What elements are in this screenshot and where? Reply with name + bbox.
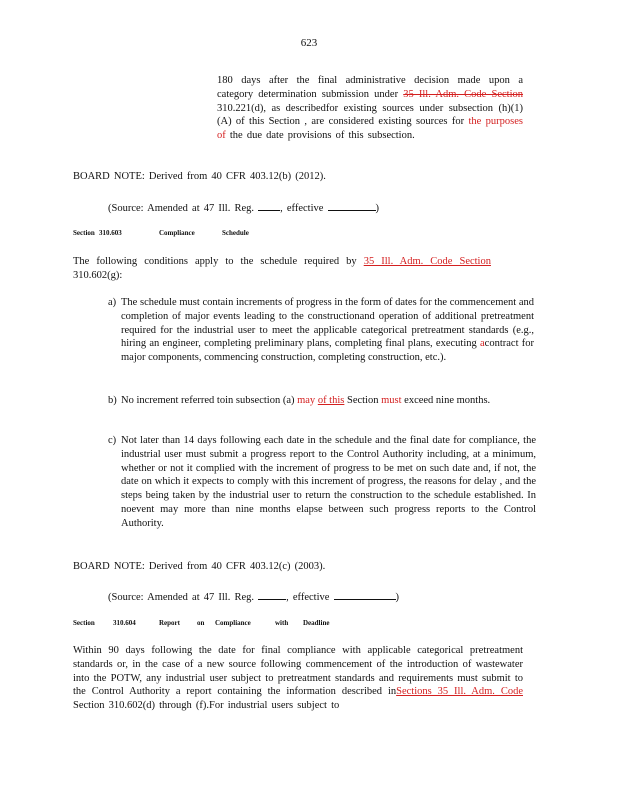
page-number: 623 (300, 37, 318, 49)
section-label: Section (73, 229, 95, 237)
section-title-word-1: Compliance (159, 229, 195, 237)
board-note-2: BOARD NOTE: Derived from 40 CFR 403.12(c) (2003). (73, 561, 326, 572)
section-title-word-2: Schedule (222, 229, 249, 237)
inserted-text: the purposes of (217, 116, 523, 142)
item-a-text-2: contract for major components, commencing construction, completing construction, etc.). (121, 338, 534, 364)
board-note-1: BOARD NOTE: Derived from 40 CFR 403.12(b) (2012). (73, 171, 326, 182)
para-604-text-2: Section 310.602(d) through (f).For industrial users subject to (73, 700, 340, 712)
inserted-may: may (297, 395, 316, 406)
register-page-blank (258, 588, 286, 600)
continued-text-1: 180 days after the final administrative decision made upon a category determination submission under (217, 75, 523, 100)
section-310-604-heading (73, 619, 330, 627)
source-note-2 (108, 588, 528, 605)
source-2-mid: , effective (286, 592, 334, 603)
effective-date-blank (334, 588, 396, 600)
section-number: 310.603 (99, 229, 122, 237)
list-item-c (108, 434, 538, 549)
inserted-of-this: of this (317, 395, 345, 406)
section-title-word-4: with (275, 619, 289, 627)
continued-text-2: 310.221(d), as describedfor existing sources under subsection (h)(1)(A) of this Section , are considered existing sources for (217, 102, 523, 128)
intro-text-1: The following conditions apply to the schedule required by (73, 256, 364, 267)
section-label: Section (73, 619, 95, 627)
source-note-1 (108, 199, 528, 216)
deleted-citation: 35 Ill. Adm. Code Section (403, 88, 523, 100)
inserted-citation: Sections 35 Ill. Adm. Code (396, 686, 523, 698)
item-a-text (121, 296, 534, 365)
item-marker: c) (108, 435, 117, 446)
item-b-text (121, 394, 505, 408)
source-1-prefix: (Source: Amended at 47 Ill. Reg. (108, 203, 259, 214)
inserted-article: a (480, 338, 485, 350)
section-603-intro (73, 255, 491, 283)
para-604-text-1: Within 90 days following the date for final compliance with applicable categorical pretreatment standards or, in the case of a new source following commencement of the introduction of wastewater into the POTW, any industrial user subject to pretreatment standards and requirements must submit to the Control Authority a report containing the information described in (73, 645, 523, 698)
item-b-text-2: Section (344, 395, 382, 406)
continued-paragraph (217, 74, 523, 143)
item-marker: b) (108, 395, 117, 406)
item-marker: a) (108, 297, 117, 308)
inserted-citation: 35 Ill. Adm. Code Section (363, 256, 491, 267)
section-310-603-heading (73, 229, 249, 237)
effective-date-blank (328, 199, 376, 211)
list-item-b (108, 394, 508, 424)
intro-text-2: 310.602(g): (73, 269, 123, 281)
source-2-end: ) (395, 592, 400, 603)
item-c-text: Not later than 14 days following each date in the schedule and the final date for compliance, the industrial user must submit a progress report to the Control Authority including, at a minimum, whether or not it complied with the increment of progress to be met on such date and, if not, the date on which it expects to comply with this increment of progress, the reasons for delay , and the steps being taken by the industrial user to return the construction to the schedule established. In noevent may more than nine months elapse between such progress reports to the Control Authority. (121, 435, 536, 529)
continued-text-3: the due date provisions of this subsection. (225, 130, 415, 142)
source-2-prefix: (Source: Amended at 47 Ill. Reg. (108, 592, 259, 603)
register-page-blank (258, 199, 280, 211)
section-title-word-3: Compliance (215, 619, 251, 627)
item-b-text-1: No increment referred toin subsection (a) (121, 395, 298, 406)
item-a-text-1: The schedule must contain increments of progress in the form of dates for the commencement and completion of major events leading to the constructionand operation of additional pretreatment required for the industrial user to meet the applicable categorical pretreatment standards (e.g., hiring an engineer, completing preliminary plans, completing final plans, executing (121, 297, 534, 350)
section-number: 310.604 (113, 619, 136, 627)
list-item-a (108, 296, 536, 381)
section-title-word-1: Report (159, 619, 180, 627)
section-604-paragraph (73, 644, 523, 713)
item-b-text-3: exceed nine months. (401, 395, 491, 406)
source-1-mid: , effective (280, 203, 328, 214)
section-title-word-5: Deadline (303, 619, 330, 627)
section-title-word-2: on (197, 619, 205, 627)
source-1-end: ) (375, 203, 380, 214)
inserted-must: must (381, 395, 402, 406)
